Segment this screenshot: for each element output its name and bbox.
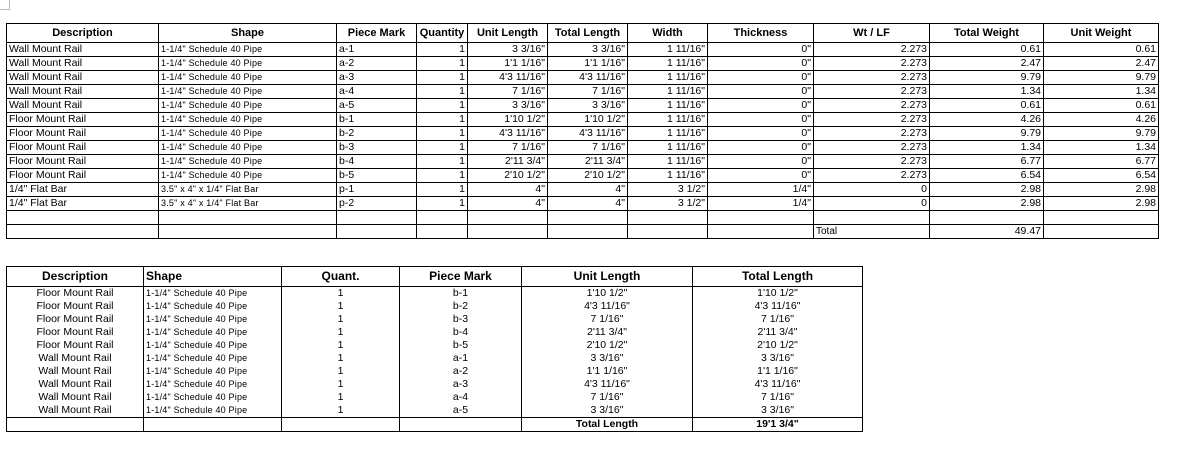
cell-description: Wall Mount Rail [7,352,144,365]
cell-thickness: 0" [708,57,814,71]
cell-piece-mark: a-3 [337,71,417,85]
col-header-wt-per-lf: Wt / LF [814,24,930,43]
cell-empty [159,225,337,239]
cell-unit-length: 4'3 11/16" [468,71,548,85]
col-header-total-weight: Total Weight [930,24,1044,43]
table-row [7,378,863,391]
cell-shape: 1-1/4" Schedule 40 Pipe [159,43,337,57]
col-header-description: Description [7,24,159,43]
table-row [7,197,1159,211]
cell-empty [548,225,628,239]
cell-unit-length: 1'10 1/2" [468,113,548,127]
cell-total-length: 7 1/16" [693,313,863,326]
cell-empty [1044,225,1159,239]
cell-description: Floor Mount Rail [7,326,144,339]
cell-description: 1/4" Flat Bar [7,197,159,211]
table-row [7,313,863,326]
cell-description: Floor Mount Rail [7,169,159,183]
cell-total-length: 2'10 1/2" [548,169,628,183]
cell-wt-per-lf: 2.273 [814,99,930,113]
cell-unit-length: 2'10 1/2" [522,339,693,352]
header-row [7,24,1159,43]
cell-thickness: 1/4" [708,183,814,197]
table-row [7,57,1159,71]
cell-quantity: 1 [282,313,400,326]
cell-shape: 1-1/4" Schedule 40 Pipe [144,313,282,326]
cell-unit-weight: 1.34 [1044,85,1159,99]
cell-thickness: 1/4" [708,197,814,211]
cell-quantity: 1 [417,169,468,183]
cell-empty [7,225,159,239]
blank-row [7,211,1159,225]
cell-shape: 1-1/4" Schedule 40 Pipe [159,71,337,85]
cell-shape: 1-1/4" Schedule 40 Pipe [144,352,282,365]
cell-unit-weight: 6.54 [1044,169,1159,183]
cell-empty [708,225,814,239]
cell-total-length: 4'3 11/16" [693,300,863,313]
cell-total-length: 1'1 1/16" [548,57,628,71]
cell-empty [628,211,708,225]
cell-piece-mark: a-5 [337,99,417,113]
cell-unit-length: 7 1/16" [522,391,693,404]
cell-piece-mark: a-2 [337,57,417,71]
table-row [7,169,1159,183]
col-header-piece-mark: Piece Mark [337,24,417,43]
cell-width: 1 11/16" [628,99,708,113]
cell-description: Wall Mount Rail [7,99,159,113]
cell-empty [628,225,708,239]
cell-piece-mark: b-2 [400,300,522,313]
cell-quantity: 1 [282,326,400,339]
col-header-shape: Shape [144,267,282,287]
cell-unit-length: 4'3 11/16" [468,127,548,141]
cell-empty [400,418,522,432]
sheet-corner [0,0,10,10]
cell-wt-per-lf: 2.273 [814,57,930,71]
cell-quantity: 1 [417,43,468,57]
col-header-description: Description [7,267,144,287]
cell-empty [708,211,814,225]
cell-piece-mark: b-1 [337,113,417,127]
cell-unit-weight: 0.61 [1044,99,1159,113]
cell-empty [417,225,468,239]
cell-shape: 1-1/4" Schedule 40 Pipe [144,287,282,301]
cell-description: Wall Mount Rail [7,378,144,391]
cell-total-length: 4" [548,183,628,197]
cell-wt-per-lf: 0 [814,197,930,211]
cell-empty [7,418,144,432]
cell-description: Floor Mount Rail [7,300,144,313]
header-row [7,267,863,287]
col-header-piece-mark: Piece Mark [400,267,522,287]
cell-width: 3 1/2" [628,183,708,197]
cell-unit-length: 4'3 11/16" [522,378,693,391]
cell-shape: 1-1/4" Schedule 40 Pipe [159,85,337,99]
cell-wt-per-lf: 2.273 [814,155,930,169]
cell-total-length: 3 3/16" [693,352,863,365]
cell-unit-length: 3 3/16" [468,43,548,57]
cell-description: Wall Mount Rail [7,85,159,99]
cell-empty [337,211,417,225]
cell-unit-length: 1'1 1/16" [468,57,548,71]
cell-description: Wall Mount Rail [7,404,144,418]
cell-quantity: 1 [282,365,400,378]
cell-total-length: 3 3/16" [693,404,863,418]
cell-width: 3 1/2" [628,197,708,211]
cell-quantity: 1 [417,141,468,155]
cell-thickness: 0" [708,99,814,113]
cell-total-weight: 4.26 [930,113,1044,127]
cell-unit-weight: 2.98 [1044,197,1159,211]
col-header-unit-length: Unit Length [522,267,693,287]
col-header-thickness: Thickness [708,24,814,43]
cell-total-length: 7 1/16" [548,141,628,155]
cell-description: Floor Mount Rail [7,127,159,141]
cell-thickness: 0" [708,43,814,57]
cell-quantity: 1 [282,404,400,418]
cell-empty [282,418,400,432]
cell-empty [814,211,930,225]
cell-piece-mark: a-4 [337,85,417,99]
table-row [7,300,863,313]
table-row [7,113,1159,127]
table-row [7,326,863,339]
total-length-sum: 19'1 3/4" [693,418,863,432]
cell-shape: 1-1/4" Schedule 40 Pipe [144,339,282,352]
col-header-total-length: Total Length [693,267,863,287]
cell-shape: 1-1/4" Schedule 40 Pipe [159,155,337,169]
col-header-quantity: Quantity [417,24,468,43]
cell-width: 1 11/16" [628,57,708,71]
cell-piece-mark: a-2 [400,365,522,378]
cell-unit-weight: 2.98 [1044,183,1159,197]
cell-total-length: 3 3/16" [548,99,628,113]
table-row [7,85,1159,99]
cell-total-weight: 6.54 [930,169,1044,183]
table-row [7,404,863,418]
table-row [7,155,1159,169]
cell-description: Wall Mount Rail [7,71,159,85]
cell-total-length: 4'3 11/16" [693,378,863,391]
cell-unit-length: 1'1 1/16" [522,365,693,378]
table-row [7,391,863,404]
cell-piece-mark: b-5 [337,169,417,183]
table-row [7,127,1159,141]
cell-shape: 1-1/4" Schedule 40 Pipe [159,169,337,183]
cell-empty [468,211,548,225]
cell-unit-length: 3 3/16" [522,404,693,418]
cell-quantity: 1 [282,391,400,404]
cell-unit-weight: 9.79 [1044,127,1159,141]
cell-total-length: 2'11 3/4" [693,326,863,339]
cell-width: 1 11/16" [628,155,708,169]
cell-quantity: 1 [282,378,400,391]
table-row [7,71,1159,85]
cell-unit-length: 2'11 3/4" [468,155,548,169]
cell-wt-per-lf: 0 [814,183,930,197]
cell-piece-mark: a-5 [400,404,522,418]
cell-quantity: 1 [417,57,468,71]
cell-unit-length: 7 1/16" [468,85,548,99]
table-row [7,183,1159,197]
cell-piece-mark: b-4 [400,326,522,339]
cell-empty [7,211,159,225]
cell-description: Floor Mount Rail [7,141,159,155]
cell-description: Floor Mount Rail [7,313,144,326]
cell-thickness: 0" [708,141,814,155]
cell-shape: 1-1/4" Schedule 40 Pipe [159,127,337,141]
cell-total-weight: 2.98 [930,183,1044,197]
cell-empty [548,211,628,225]
table-row [7,99,1159,113]
cell-shape: 1-1/4" Schedule 40 Pipe [159,141,337,155]
cell-unit-length: 7 1/16" [468,141,548,155]
cell-description: Floor Mount Rail [7,287,144,301]
cell-shape: 3.5" x 4" x 1/4" Flat Bar [159,197,337,211]
total-label: Total [814,225,930,239]
cell-shape: 1-1/4" Schedule 40 Pipe [144,300,282,313]
cell-wt-per-lf: 2.273 [814,71,930,85]
cell-total-weight: 9.79 [930,71,1044,85]
cell-unit-length: 4" [468,183,548,197]
cell-piece-mark: b-1 [400,287,522,301]
cell-wt-per-lf: 2.273 [814,113,930,127]
cell-piece-mark: b-3 [337,141,417,155]
cell-width: 1 11/16" [628,43,708,57]
cell-wt-per-lf: 2.273 [814,85,930,99]
cell-quantity: 1 [417,71,468,85]
cell-width: 1 11/16" [628,71,708,85]
cell-piece-mark: b-2 [337,127,417,141]
cell-quantity: 1 [417,155,468,169]
cell-total-weight: 0.61 [930,99,1044,113]
cell-unit-weight: 2.47 [1044,57,1159,71]
cell-description: Wall Mount Rail [7,391,144,404]
cell-empty [144,418,282,432]
cell-total-length: 7 1/16" [548,85,628,99]
cell-piece-mark: a-4 [400,391,522,404]
cell-quantity: 1 [417,85,468,99]
cell-total-length: 4" [548,197,628,211]
cell-shape: 1-1/4" Schedule 40 Pipe [144,326,282,339]
cell-shape: 3.5" x 4" x 1/4" Flat Bar [159,183,337,197]
cell-unit-weight: 6.77 [1044,155,1159,169]
cell-quantity: 1 [282,352,400,365]
col-header-shape: Shape [159,24,337,43]
cell-description: Floor Mount Rail [7,339,144,352]
cell-shape: 1-1/4" Schedule 40 Pipe [159,99,337,113]
cell-unit-length: 7 1/16" [522,313,693,326]
cell-shape: 1-1/4" Schedule 40 Pipe [144,404,282,418]
cell-empty [468,225,548,239]
cell-unit-length: 2'10 1/2" [468,169,548,183]
cell-thickness: 0" [708,113,814,127]
cell-description: Wall Mount Rail [7,57,159,71]
table-row [7,352,863,365]
cell-thickness: 0" [708,71,814,85]
cell-piece-mark: p-2 [337,197,417,211]
cell-wt-per-lf: 2.273 [814,141,930,155]
cell-description: Floor Mount Rail [7,113,159,127]
cell-total-length: 2'10 1/2" [693,339,863,352]
cell-piece-mark: a-1 [337,43,417,57]
cell-quantity: 1 [417,99,468,113]
cell-unit-weight: 1.34 [1044,141,1159,155]
table-row [7,141,1159,155]
cell-piece-mark: p-1 [337,183,417,197]
cell-width: 1 11/16" [628,127,708,141]
cell-piece-mark: b-5 [400,339,522,352]
total-weight-sum: 49.47 [930,225,1044,239]
cell-piece-mark: a-1 [400,352,522,365]
cell-unit-length: 3 3/16" [522,352,693,365]
cell-empty [1044,211,1159,225]
table-row [7,339,863,352]
cell-total-length: 2'11 3/4" [548,155,628,169]
piece-weight-table [6,23,1159,239]
cell-total-length: 1'1 1/16" [693,365,863,378]
cell-piece-mark: a-3 [400,378,522,391]
cell-unit-length: 2'11 3/4" [522,326,693,339]
cell-total-weight: 9.79 [930,127,1044,141]
cell-total-length: 4'3 11/16" [548,127,628,141]
col-header-quantity: Quant. [282,267,400,287]
cell-description: Wall Mount Rail [7,365,144,378]
cell-total-weight: 1.34 [930,141,1044,155]
cell-unit-length: 1'10 1/2" [522,287,693,301]
cell-quantity: 1 [417,127,468,141]
cell-quantity: 1 [417,113,468,127]
cell-quantity: 1 [282,287,400,301]
total-row [7,418,863,432]
table-row [7,287,863,301]
cell-unit-length: 4" [468,197,548,211]
cell-wt-per-lf: 2.273 [814,43,930,57]
cell-thickness: 0" [708,169,814,183]
cell-unit-length: 3 3/16" [468,99,548,113]
cell-total-weight: 0.61 [930,43,1044,57]
cell-description: 1/4" Flat Bar [7,183,159,197]
cell-unit-weight: 4.26 [1044,113,1159,127]
cell-wt-per-lf: 2.273 [814,169,930,183]
length-summary-table [6,266,863,432]
cell-width: 1 11/16" [628,85,708,99]
cell-wt-per-lf: 2.273 [814,127,930,141]
cell-total-length: 3 3/16" [548,43,628,57]
cell-description: Wall Mount Rail [7,43,159,57]
cell-shape: 1-1/4" Schedule 40 Pipe [159,57,337,71]
total-row [7,225,1159,239]
cell-thickness: 0" [708,155,814,169]
total-length-label: Total Length [522,418,693,432]
col-header-width: Width [628,24,708,43]
cell-quantity: 1 [417,183,468,197]
cell-empty [930,211,1044,225]
cell-thickness: 0" [708,85,814,99]
cell-unit-weight: 0.61 [1044,43,1159,57]
cell-width: 1 11/16" [628,141,708,155]
col-header-total-length: Total Length [548,24,628,43]
cell-quantity: 1 [417,197,468,211]
cell-width: 1 11/16" [628,113,708,127]
cell-shape: 1-1/4" Schedule 40 Pipe [144,378,282,391]
cell-total-weight: 2.47 [930,57,1044,71]
cell-piece-mark: b-4 [337,155,417,169]
cell-total-length: 4'3 11/16" [548,71,628,85]
cell-total-length: 7 1/16" [693,391,863,404]
cell-quantity: 1 [282,300,400,313]
cell-total-length: 1'10 1/2" [693,287,863,301]
cell-description: Floor Mount Rail [7,155,159,169]
cell-piece-mark: b-3 [400,313,522,326]
cell-unit-weight: 9.79 [1044,71,1159,85]
cell-quantity: 1 [282,339,400,352]
cell-shape: 1-1/4" Schedule 40 Pipe [159,113,337,127]
cell-unit-length: 4'3 11/16" [522,300,693,313]
col-header-unit-weight: Unit Weight [1044,24,1159,43]
table-row [7,365,863,378]
cell-empty [417,211,468,225]
cell-empty [159,211,337,225]
cell-shape: 1-1/4" Schedule 40 Pipe [144,365,282,378]
cell-total-weight: 6.77 [930,155,1044,169]
col-header-unit-length: Unit Length [468,24,548,43]
cell-width: 1 11/16" [628,169,708,183]
cell-total-weight: 1.34 [930,85,1044,99]
cell-total-weight: 2.98 [930,197,1044,211]
cell-total-length: 1'10 1/2" [548,113,628,127]
cell-thickness: 0" [708,127,814,141]
table-row [7,43,1159,57]
cell-empty [337,225,417,239]
cell-shape: 1-1/4" Schedule 40 Pipe [144,391,282,404]
